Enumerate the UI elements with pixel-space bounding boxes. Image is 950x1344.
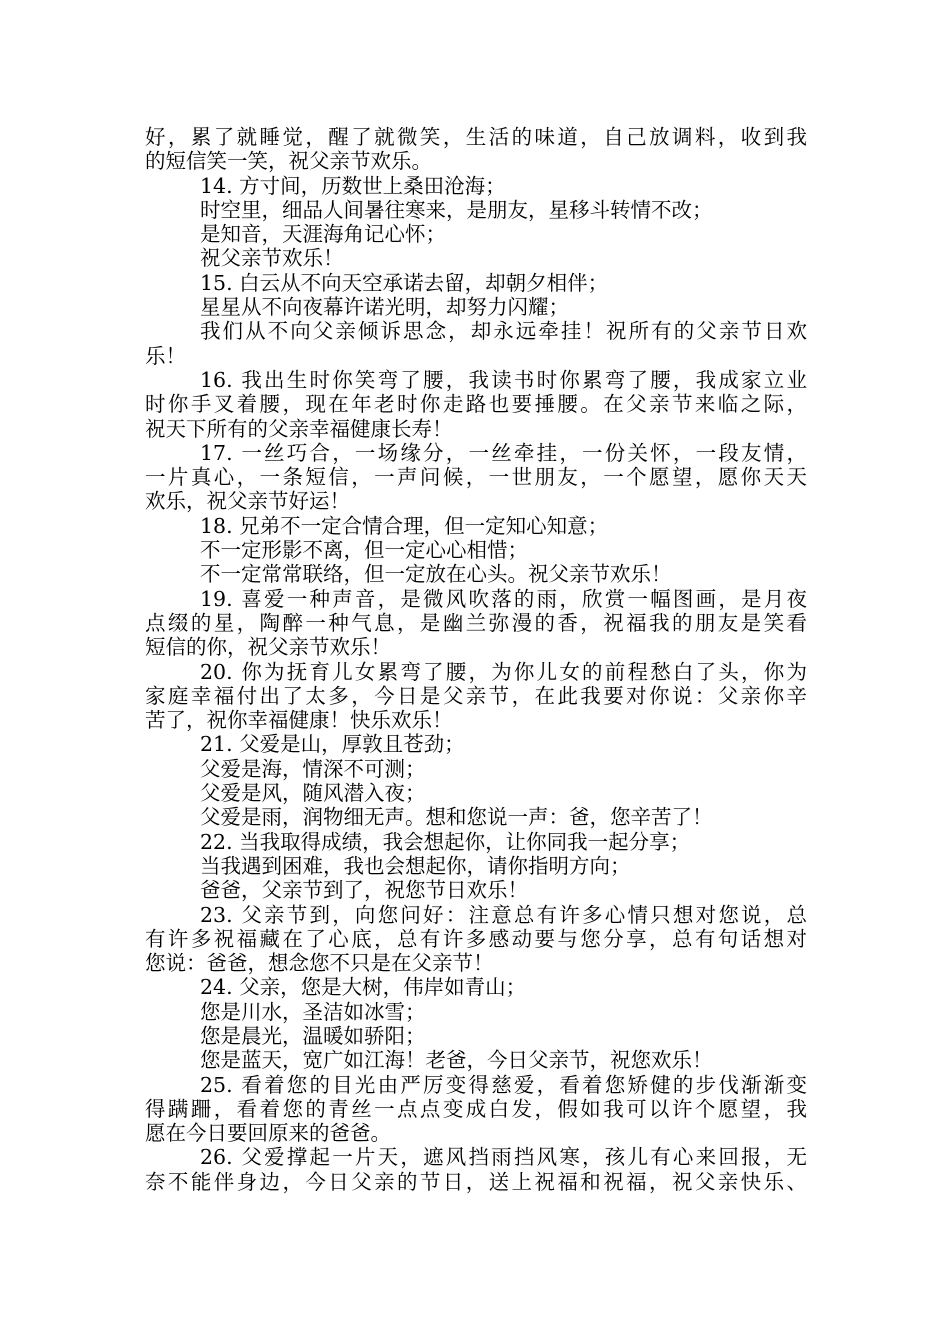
text-line: 父爱是风，随风潜入夜； [200, 781, 426, 806]
text-line: 祝父亲节欢乐！ [200, 246, 344, 271]
text-line: 爸爸，父亲节到了，祝您节日欢乐！ [200, 878, 528, 903]
text-line: 苦了，祝你幸福健康！快乐欢乐！ [145, 708, 453, 733]
text-line: 您是晨光，温暖如骄阳； [200, 1023, 426, 1048]
text-line: 一片真心，一条短信，一声问候，一世朋友，一个愿望，愿你天天 [145, 465, 807, 490]
text-line: 有许多祝福藏在了心底，总有许多感动要与您分享，总有句话想对 [145, 926, 807, 951]
text-line: 好，累了就睡觉，醒了就微笑，生活的味道，自己放调料，收到我 [145, 125, 807, 149]
text-line: 愿在今日要回原来的爸爸。 [145, 1121, 391, 1146]
text-line: 时空里，细品人间暑往寒来，是朋友，星移斗转情不改； [200, 197, 713, 222]
text-line: 21. 父爱是山，厚敦且苍劲； [200, 732, 465, 757]
text-line: 16. 我出生时你笑弯了腰，我读书时你累弯了腰，我成家立业 [200, 367, 807, 392]
text-line: 是知音，天涯海角记心怀； [200, 222, 446, 247]
text-line: 乐！ [145, 343, 186, 368]
text-line: 家庭幸福付出了太多，今日是父亲节，在此我要对你说：父亲你辛 [145, 683, 807, 708]
text-line: 的短信笑一笑，祝父亲节欢乐。 [145, 149, 432, 174]
text-line: 不一定常常联络，但一定放在心头。祝父亲节欢乐！ [200, 562, 672, 587]
text-line: 22. 当我取得成绩，我会想起你，让你同我一起分享； [200, 829, 691, 854]
text-line: 当我遇到困难，我也会想起你，请你指明方向； [200, 853, 631, 878]
text-line: 您是蓝天，宽广如江海！老爸，今日父亲节，祝您欢乐！ [200, 1048, 713, 1073]
text-line: 父爱是雨，润物细无声。想和您说一声：爸，您辛苦了！ [200, 805, 713, 830]
text-line: 时你手叉着腰，现在年老时你走路也要捶腰。在父亲节来临之际， [145, 392, 807, 417]
text-line: 星星从不向夜幕许诺光明，却努力闪耀； [200, 295, 569, 320]
text-line: 父爱是海，情深不可测； [200, 756, 426, 781]
text-line: 25. 看着您的目光由严厉变得慈爱，看着您矫健的步伐渐渐变 [200, 1072, 807, 1097]
document-body-text [145, 125, 807, 1194]
text-line: 欢乐，祝父亲节好运！ [145, 489, 350, 514]
text-line: 您说：爸爸，想念您不只是在父亲节！ [145, 951, 494, 976]
text-line: 20. 你为抚育儿女累弯了腰，为你儿女的前程愁白了头，你为 [200, 659, 807, 684]
text-line: 得蹒跚，看着您的青丝一点点变成白发，假如我可以许个愿望，我 [145, 1096, 807, 1121]
text-line: 14. 方寸间，历数世上桑田沧海； [200, 173, 506, 198]
text-line: 您是川水，圣洁如冰雪； [200, 999, 426, 1024]
text-line: 23. 父亲节到，向您问好：注意总有许多心情只想对您说，总 [200, 902, 807, 927]
text-line: 不一定形影不离，但一定心心相惜； [200, 538, 528, 563]
text-line: 26. 父爱撑起一片天，遮风挡雨挡风寒，孩儿有心来回报，无 [200, 1145, 807, 1170]
text-line: 短信的你，祝父亲节欢乐！ [145, 635, 391, 660]
text-line: 18. 兄弟不一定合情合理，但一定知心知意； [200, 513, 609, 538]
text-line: 15. 白云从不向天空承诺去留，却朝夕相伴； [200, 270, 609, 295]
text-line: 奈不能伴身边，今日父亲的节日，送上祝福和祝福，祝父亲快乐、 [145, 1169, 807, 1194]
text-line: 19. 喜爱一种声音，是微风吹落的雨，欣赏一幅图画，是月夜 [200, 586, 807, 611]
text-line: 点缀的星，陶醉一种气息，是幽兰弥漫的香，祝福我的朋友是笑看 [145, 610, 807, 635]
text-line: 24. 父亲，您是大树，伟岸如青山； [200, 975, 527, 1000]
text-line: 我们从不向父亲倾诉思念，却永远牵挂！祝所有的父亲节日欢 [200, 319, 807, 344]
text-line: 祝天下所有的父亲幸福健康长寿！ [145, 416, 453, 441]
text-line: 17. 一丝巧合，一场缘分，一丝牵挂，一份关怀，一段友情， [200, 440, 807, 465]
